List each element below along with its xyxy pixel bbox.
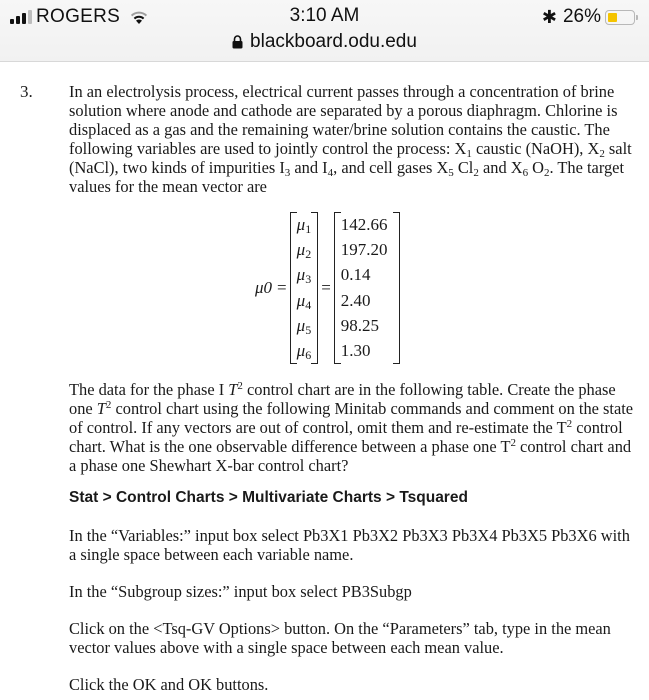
- vector-value: 2.40: [340, 290, 371, 310]
- text: Cl: [453, 158, 474, 177]
- url-text: blackboard.odu.edu: [250, 31, 417, 52]
- step-ok: Click the OK and OK buttons.: [69, 675, 269, 694]
- vector-symbol: $\mu_1$: [296, 214, 312, 236]
- step-variables: In the “Variables:” input box select Pb3X1 Pb3X2 Pb3X3 Pb3X4 Pb3X5 Pb3X6 with a single space between each variable name.: [69, 526, 630, 564]
- text: salt (NaCl), two kinds of impurities I: [69, 139, 632, 177]
- address-bar[interactable]: [0, 31, 649, 53]
- bluetooth-icon: ✱: [541, 6, 557, 27]
- vector-symbol: $\mu_3$: [296, 265, 312, 287]
- text: caustic (NaOH), X: [471, 139, 600, 158]
- lock-icon: [232, 35, 243, 49]
- subscript: 3: [284, 167, 291, 179]
- ios-status-and-address-bar: [0, 0, 649, 62]
- subscript: 5: [448, 167, 454, 179]
- text: and I: [290, 158, 328, 177]
- mean-vector-equation: [255, 210, 400, 365]
- battery-level-fill: [608, 13, 617, 22]
- vector-value: 0.14: [340, 265, 371, 285]
- text: . The target values for the mean vector are: [69, 158, 625, 196]
- battery-percentage: 26%: [562, 6, 601, 27]
- vector-value: 98.25: [340, 316, 380, 336]
- question-number: 3.: [20, 82, 33, 101]
- minitab-menu-path: Stat > Control Charts > Multivariate Charts > Tsquared: [69, 489, 468, 506]
- superscript: 2: [510, 437, 516, 449]
- vector-value: 197.20: [340, 239, 388, 259]
- subscript: 1: [466, 148, 472, 160]
- vector-symbol: $\mu_5$: [296, 316, 312, 338]
- value-vector: [334, 212, 400, 364]
- superscript: 2: [237, 380, 243, 392]
- instructions-paragraph: [69, 380, 635, 475]
- vector-symbol: $\mu_2$: [296, 239, 312, 261]
- subscript: 2: [599, 148, 605, 160]
- subscript: 2: [473, 167, 479, 179]
- equals-sign: =: [321, 277, 331, 297]
- text: control chart are in the following table. Create the phase one: [69, 380, 616, 418]
- step-subgroup-sizes: In the “Subgroup sizes:” input box select PB3Subgp: [69, 582, 412, 601]
- vector-value: 142.66: [340, 214, 388, 234]
- text: T: [96, 399, 106, 418]
- battery-nub: [636, 15, 638, 20]
- text: In an electrolysis process, electrical current passes through a concentration of brine solution where anode and cathode are separated by a porous diaphragm. Chlorine is displaced as a gas and the remaining water/brine solution contains the caustic. The following variables are used to jointly control the process: X: [69, 82, 618, 158]
- status-right: [542, 6, 635, 28]
- text: O: [528, 158, 545, 177]
- vector-symbol: $\mu_4$: [296, 290, 312, 312]
- vector-value: 1.30: [340, 341, 371, 361]
- question-intro-paragraph: [69, 82, 635, 196]
- text: control chart and a phase one Shewhart X-bar control chart?: [69, 437, 632, 475]
- text: , and cell gases X: [333, 158, 449, 177]
- subscript: 2: [544, 167, 550, 179]
- superscript: 2: [566, 418, 573, 430]
- subscript: 6: [522, 167, 529, 179]
- text: control chart. What is the one observable difference between a phase one T: [69, 418, 623, 456]
- subscript: 4: [327, 167, 334, 179]
- symbol-vector: [290, 212, 319, 364]
- clock: 3:10 AM: [289, 5, 360, 26]
- vector-symbol: $\mu_6$: [296, 341, 312, 363]
- carrier-name: ROGERS: [36, 6, 121, 27]
- battery-icon: [605, 10, 635, 25]
- mu0-label: μ0: [255, 277, 273, 297]
- superscript: 2: [105, 399, 112, 411]
- text: control chart using the following Minitab commands and comment on the state of control. If any vectors are out of control, omit them and re-estimate the T: [69, 399, 634, 437]
- step-options: Click on the <Tsq-GV Options> button. On the “Parameters” tab, type in the mean vector values above with a single space between each mean value.: [69, 619, 611, 657]
- equals-sign: =: [277, 277, 287, 297]
- text: The data for the phase I: [69, 380, 229, 399]
- text: T: [228, 380, 238, 399]
- text: and X: [478, 158, 523, 177]
